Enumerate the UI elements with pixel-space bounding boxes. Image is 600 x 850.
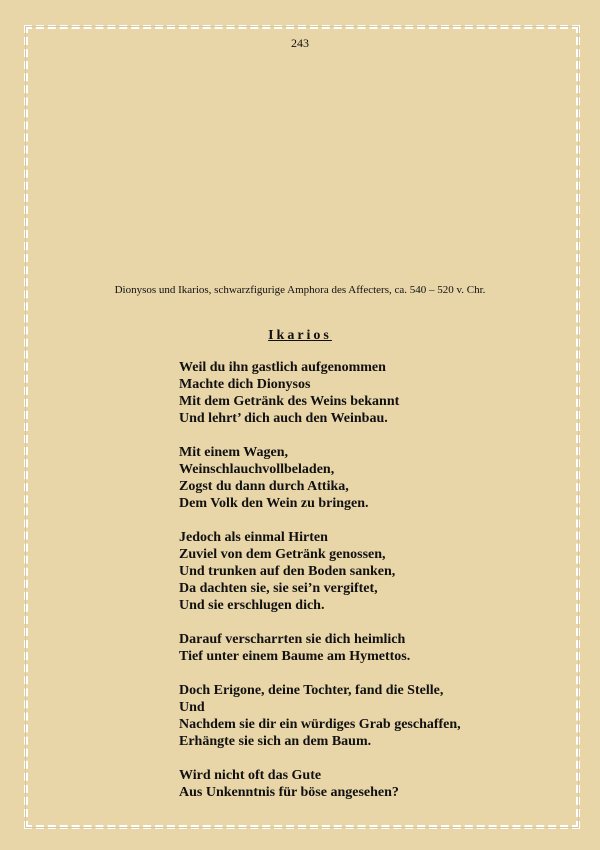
poem-line: Jedoch als einmal Hirten: [179, 530, 328, 545]
poem-line: Da dachten sie, sie sei’n vergiftet,: [179, 581, 378, 596]
stanza: [179, 767, 559, 801]
poem-line: Weinschlauchvollbeladen,: [179, 462, 335, 477]
poem-line: Tief unter einem Baume am Hymettos.: [179, 649, 411, 664]
poem-line: Mit dem Getränk des Weins bekannt: [179, 394, 400, 409]
poem-line: Dem Volk den Wein zu bringen.: [179, 496, 369, 511]
stanza: [179, 359, 559, 427]
stanza: [179, 682, 559, 750]
stanza: [179, 529, 559, 614]
poem-line: Darauf verscharrten sie dich heimlich: [179, 632, 406, 647]
poem-line: Wird nicht oft das Gute: [179, 768, 322, 783]
poem-title: Ikarios: [268, 328, 332, 343]
poem-body: [179, 359, 559, 818]
poem-line: Zuviel von dem Getränk genossen,: [179, 547, 386, 562]
poem-line: Und trunken auf den Boden sanken,: [179, 564, 396, 579]
stanza: [179, 631, 559, 665]
poem-line: Und: [179, 700, 205, 715]
poem-line: Zogst du dann durch Attika,: [179, 479, 349, 494]
poem-line: Doch Erigone, deine Tochter, fand die Stelle,: [179, 683, 444, 698]
poem-line: Und lehrt’ dich auch den Weinbau.: [179, 411, 388, 426]
poem-line: Und sie erschlugen dich.: [179, 598, 325, 613]
poem-line: Mit einem Wagen,: [179, 445, 289, 460]
poem-line: Machte dich Dionysos: [179, 377, 311, 392]
image-caption: Dionysos und Ikarios, schwarzfigurige Amphora des Affecters, ca. 540 – 520 v. Chr.: [114, 284, 486, 296]
page-number: 243: [291, 36, 309, 50]
poem-line: Erhängte sie sich an dem Baum.: [179, 734, 372, 749]
poem-line: Aus Unkenntnis für böse angesehen?: [179, 785, 399, 800]
stanza: [179, 444, 559, 512]
poem-line: Weil du ihn gastlich aufgenommen: [179, 360, 386, 375]
poem-line: Nachdem sie dir ein würdiges Grab geschaffen,: [179, 717, 461, 732]
